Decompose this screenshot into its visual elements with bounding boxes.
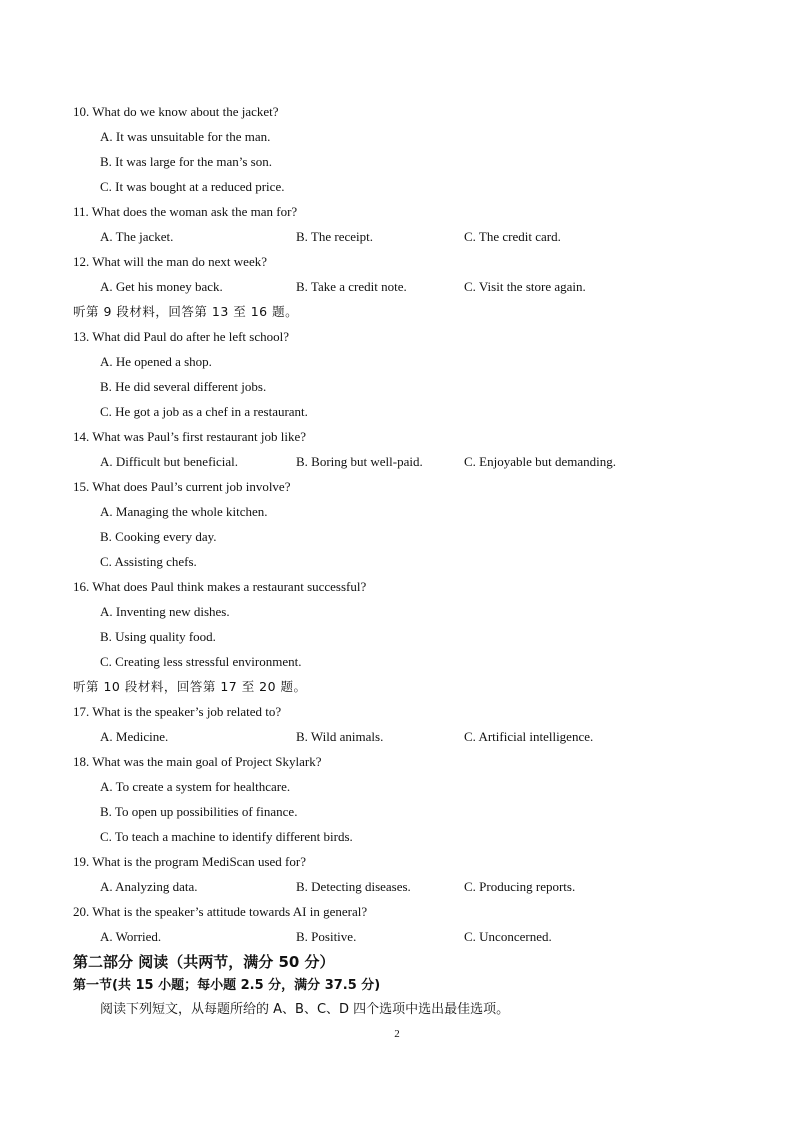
answer-option: B. To open up possibilities of finance. <box>100 804 298 819</box>
options-row <box>73 224 733 249</box>
listening-questions <box>73 99 733 1022</box>
question-stem: 11. What does the woman ask the man for? <box>73 204 298 219</box>
answer-option: C. He got a job as a chef in a restaurant. <box>100 404 308 419</box>
answer-option: A. Analyzing data. <box>100 879 198 894</box>
answer-option: A. Medicine. <box>100 729 169 744</box>
answer-option: A. Worried. <box>100 929 162 944</box>
answer-option: C. To teach a machine to identify different birds. <box>100 829 353 844</box>
answer-option: C. Creating less stressful environment. <box>100 654 302 669</box>
answer-option: B. Wild animals. <box>296 729 384 744</box>
question-stem: 12. What will the man do next week? <box>73 254 267 269</box>
reading-directions: 阅读下列短文，从每题所给的 A、B、C、D 四个选项中选出最佳选项。 <box>100 1002 510 1017</box>
answer-option: A. The jacket. <box>100 229 174 244</box>
answer-option: C. It was bought at a reduced price. <box>100 179 285 194</box>
question-stem: 15. What does Paul’s current job involve? <box>73 479 291 494</box>
answer-option: B. Detecting diseases. <box>296 879 411 894</box>
answer-option: B. Take a credit note. <box>296 279 407 294</box>
listening-instruction: 听第 10 段材料，回答第 17 至 20 题。 <box>73 679 307 694</box>
options-row <box>73 724 733 749</box>
answer-option: C. Producing reports. <box>464 879 576 894</box>
question-stem: 20. What is the speaker’s attitude towards AI in general? <box>73 904 368 919</box>
options-row <box>73 874 733 899</box>
answer-option: A. Inventing new dishes. <box>100 604 230 619</box>
answer-option: C. Assisting chefs. <box>100 554 197 569</box>
question-stem: 10. What do we know about the jacket? <box>73 104 279 119</box>
options-row <box>73 924 733 949</box>
section-title: 第一节(共 15 小题；每小题 2.5 分，满分 37.5 分) <box>73 978 381 993</box>
answer-option: C. Visit the store again. <box>464 279 586 294</box>
answer-option: B. Boring but well-paid. <box>296 454 423 469</box>
answer-option: B. It was large for the man’s son. <box>100 154 272 169</box>
question-stem: 17. What is the speaker’s job related to? <box>73 704 282 719</box>
answer-option: A. It was unsuitable for the man. <box>100 129 271 144</box>
answer-option: B. Using quality food. <box>100 629 216 644</box>
answer-option: A. He opened a shop. <box>100 354 212 369</box>
answer-option: B. Cooking every day. <box>100 529 217 544</box>
answer-option: B. The receipt. <box>296 229 374 244</box>
question-stem: 16. What does Paul think makes a restaurant successful? <box>73 579 367 594</box>
answer-option: A. Get his money back. <box>100 279 223 294</box>
options-row <box>73 449 733 474</box>
answer-option: B. He did several different jobs. <box>100 379 267 394</box>
question-stem: 13. What did Paul do after he left school? <box>73 329 290 344</box>
answer-option: A. To create a system for healthcare. <box>100 779 291 794</box>
answer-option: B. Positive. <box>296 929 357 944</box>
answer-option: C. Enjoyable but demanding. <box>464 454 617 469</box>
listening-instruction: 听第 9 段材料，回答第 13 至 16 题。 <box>73 304 299 319</box>
answer-option: C. The credit card. <box>464 229 561 244</box>
part-title: 第二部分 阅读（共两节，满分 50 分） <box>73 953 335 971</box>
answer-option: A. Difficult but beneficial. <box>100 454 239 469</box>
question-stem: 14. What was Paul’s first restaurant job like? <box>73 429 306 444</box>
answer-option: A. Managing the whole kitchen. <box>100 504 268 519</box>
answer-option: C. Artificial intelligence. <box>464 729 594 744</box>
question-stem: 19. What is the program MediScan used for? <box>73 854 306 869</box>
answer-option: C. Unconcerned. <box>464 929 552 944</box>
page-number: 2 <box>394 1028 400 1040</box>
options-row <box>73 274 733 299</box>
question-stem: 18. What was the main goal of Project Skylark? <box>73 754 322 769</box>
